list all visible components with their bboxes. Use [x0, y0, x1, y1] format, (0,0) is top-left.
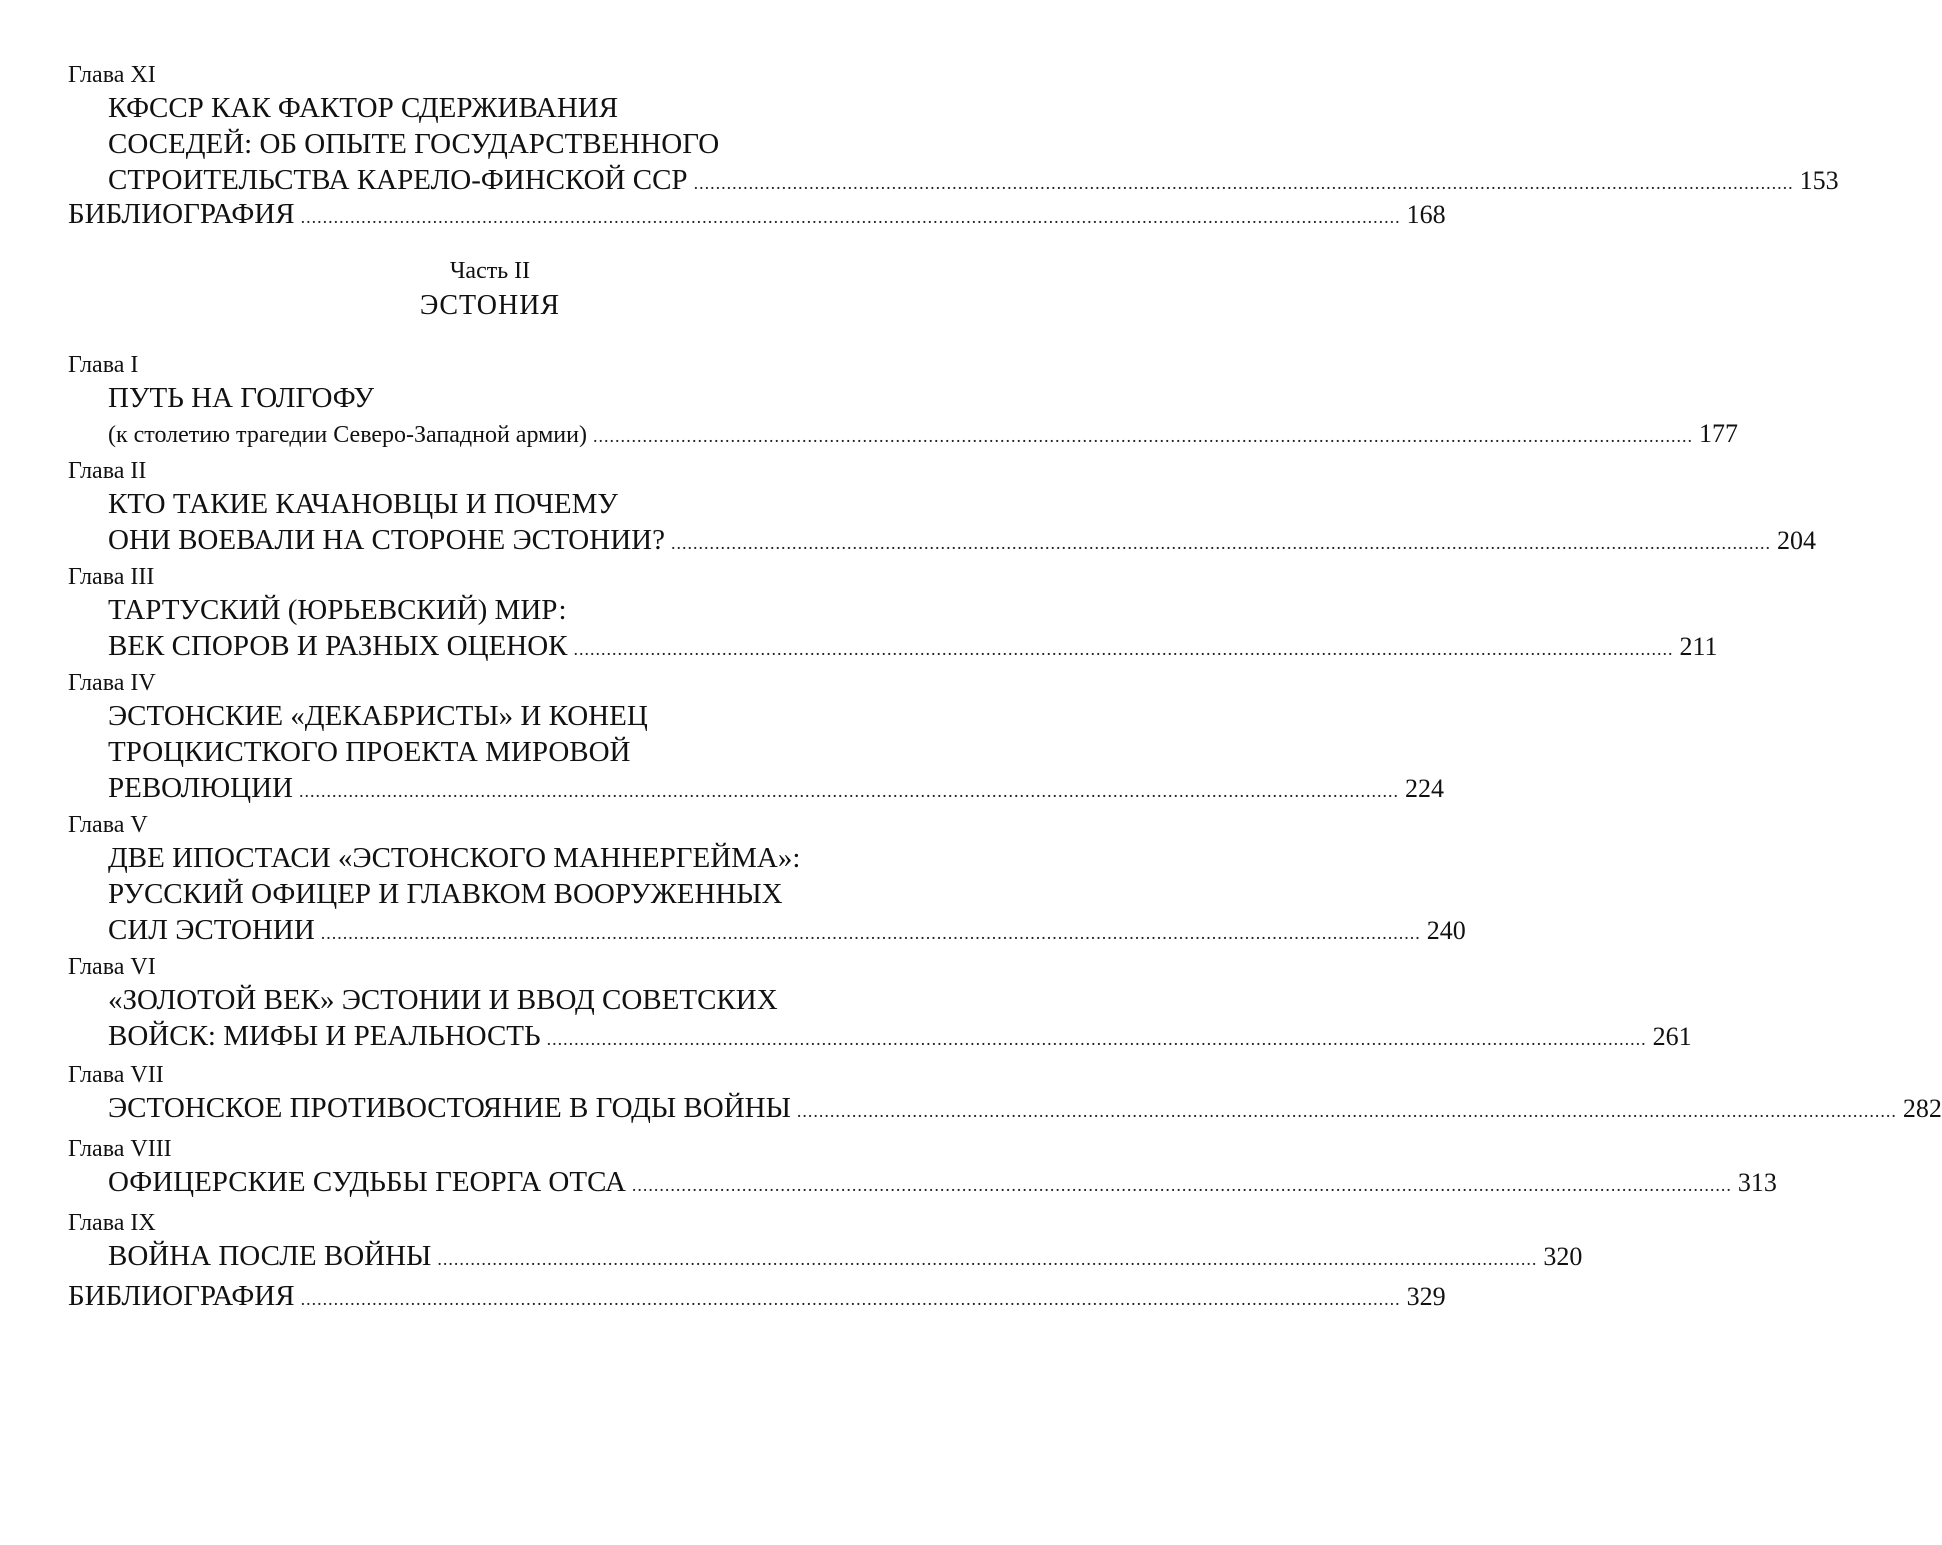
chapter-title-last-line: [108, 1164, 1777, 1200]
toc-entry-chapter-i[interactable]: [68, 350, 1738, 452]
page-number: 329: [1406, 1282, 1446, 1311]
chapter-number: Глава VIII: [68, 1136, 172, 1162]
chapter-title-line: ОФИЦЕРСКИЕ СУДЬБЫ ГЕОРГА ОТСА: [108, 1166, 626, 1198]
chapter-title-line: ПУТЬ НА ГОЛГОФУ: [108, 382, 375, 414]
chapter-title-line: ТАРТУСКИЙ (ЮРЬЕВСКИЙ) МИР:: [108, 594, 567, 626]
page-number: 153: [1799, 166, 1839, 195]
page-number: 168: [1406, 200, 1446, 229]
chapter-title-last-line: [108, 770, 1444, 806]
chapter-title-line: «ЗОЛОТОЙ ВЕК» ЭСТОНИИ И ВВОД СОВЕТСКИХ: [108, 984, 778, 1016]
chapter-title-line: ВОЙСК: МИФЫ И РЕАЛЬНОСТЬ: [108, 1020, 541, 1052]
bibliography-label: БИБЛИОГРАФИЯ: [68, 198, 295, 230]
leader-dots: ........................................................................................................................................................................................................: [320, 923, 1421, 943]
leader-dots: ........................................................................................................................................................................................................: [631, 1175, 1732, 1195]
part-number: Часть II: [449, 258, 531, 284]
chapter-title-line: ДВЕ ИПОСТАСИ «ЭСТОНСКОГО МАННЕРГЕЙМА»:: [108, 842, 801, 874]
chapter-number: Глава XI: [68, 62, 156, 88]
chapter-title-line: СОСЕДЕЙ: ОБ ОПЫТЕ ГОСУДАРСТВЕННОГО: [108, 128, 720, 160]
chapter-title-line: РУССКИЙ ОФИЦЕР И ГЛАВКОМ ВООРУЖЕННЫХ: [108, 878, 783, 910]
toc-entry-chapter-viii[interactable]: [68, 1134, 1777, 1200]
chapter-number: Глава VII: [68, 1062, 164, 1088]
chapter-title-last-line: [108, 522, 1816, 558]
toc-entry-chapter-iv[interactable]: [68, 668, 1444, 806]
page-number: 204: [1776, 526, 1816, 555]
leader-dots: ........................................................................................................................................................................................................: [300, 207, 1401, 227]
leader-dots: ........................................................................................................................................................................................................: [546, 1029, 1647, 1049]
page-number: 320: [1543, 1242, 1583, 1271]
page-number: 261: [1652, 1022, 1692, 1051]
chapter-number: Глава IV: [68, 670, 156, 696]
toc-entry-chapter-v[interactable]: [68, 810, 1466, 948]
page-number: 211: [1679, 632, 1718, 661]
leader-dots: ........................................................................................................................................................................................................: [592, 426, 1693, 446]
chapter-title-line: КТО ТАКИЕ КАЧАНОВЦЫ И ПОЧЕМУ: [108, 488, 618, 520]
chapter-title-line: РЕВОЛЮЦИИ: [108, 772, 293, 804]
leader-dots: ........................................................................................................................................................................................................: [437, 1249, 1538, 1269]
chapter-number: Глава I: [68, 352, 139, 378]
chapter-title-line: ТРОЦКИСТКОГО ПРОЕКТА МИРОВОЙ: [108, 736, 631, 768]
chapter-title-last-line: [108, 1238, 1583, 1274]
page-number: 240: [1426, 916, 1466, 945]
page-number: 177: [1698, 419, 1738, 448]
chapter-title-line: СИЛ ЭСТОНИИ: [108, 914, 315, 946]
part-title: ЭСТОНИЯ: [419, 290, 561, 321]
leader-dots: ........................................................................................................................................................................................................: [796, 1101, 1897, 1121]
toc-entry-chapter-ii[interactable]: [68, 456, 1816, 558]
toc-entry-bibliography-part2[interactable]: [68, 1278, 1446, 1314]
page-number: 313: [1737, 1168, 1777, 1197]
leader-dots: ........................................................................................................................................................................................................: [670, 533, 1771, 553]
chapter-title-line: ЭСТОНСКОЕ ПРОТИВОСТОЯНИЕ В ГОДЫ ВОЙНЫ: [108, 1092, 791, 1124]
toc-entry-chapter-vi[interactable]: [68, 952, 1692, 1054]
toc-entry-bibliography-part1[interactable]: [68, 196, 1446, 232]
chapter-subtitle: (к столетию трагедии Северо-Западной армии): [108, 422, 587, 448]
chapter-title-line: ВОЙНА ПОСЛЕ ВОЙНЫ: [108, 1240, 432, 1272]
bibliography-line: [68, 1278, 1446, 1314]
leader-dots: ........................................................................................................................................................................................................: [300, 1289, 1401, 1309]
chapter-number: Глава IX: [68, 1210, 156, 1236]
toc-entry-chapter-xi[interactable]: [68, 60, 1839, 198]
chapter-title-line: ЭСТОНСКИЕ «ДЕКАБРИСТЫ» И КОНЕЦ: [108, 700, 648, 732]
bibliography-line: [68, 196, 1446, 232]
page-number: 282: [1902, 1094, 1942, 1123]
bibliography-label: БИБЛИОГРАФИЯ: [68, 1280, 295, 1312]
leader-dots: ........................................................................................................................................................................................................: [573, 639, 1674, 659]
chapter-number: Глава V: [68, 812, 148, 838]
chapter-title-last-line: [108, 1018, 1692, 1054]
chapter-title-line: КФССР КАК ФАКТОР СДЕРЖИВАНИЯ: [108, 92, 619, 124]
toc-entry-chapter-vii[interactable]: [68, 1060, 1942, 1126]
page-number: 224: [1405, 774, 1444, 803]
chapter-title-last-line: [108, 912, 1466, 948]
toc-entry-chapter-iii[interactable]: [68, 562, 1718, 664]
chapter-title-last-line: [108, 628, 1718, 664]
chapter-number: Глава II: [68, 458, 147, 484]
chapter-title-last-line: [108, 1090, 1942, 1126]
chapter-title-last-line: [108, 162, 1839, 198]
chapter-title-line: ОНИ ВОЕВАЛИ НА СТОРОНЕ ЭСТОНИИ?: [108, 524, 665, 556]
chapter-title-last-line: [108, 416, 1738, 452]
chapter-number: Глава III: [68, 564, 155, 590]
leader-dots: ........................................................................................................................................................................................................: [299, 781, 1399, 801]
chapter-number: Глава VI: [68, 954, 156, 980]
chapter-title-line: ВЕК СПОРОВ И РАЗНЫХ ОЦЕНОК: [108, 630, 568, 662]
leader-dots: ........................................................................................................................................................................................................: [693, 173, 1794, 193]
toc-entry-chapter-ix[interactable]: [68, 1208, 1583, 1274]
chapter-title-line: СТРОИТЕЛЬСТВА КАРЕЛО-ФИНСКОЙ ССР: [108, 164, 688, 196]
